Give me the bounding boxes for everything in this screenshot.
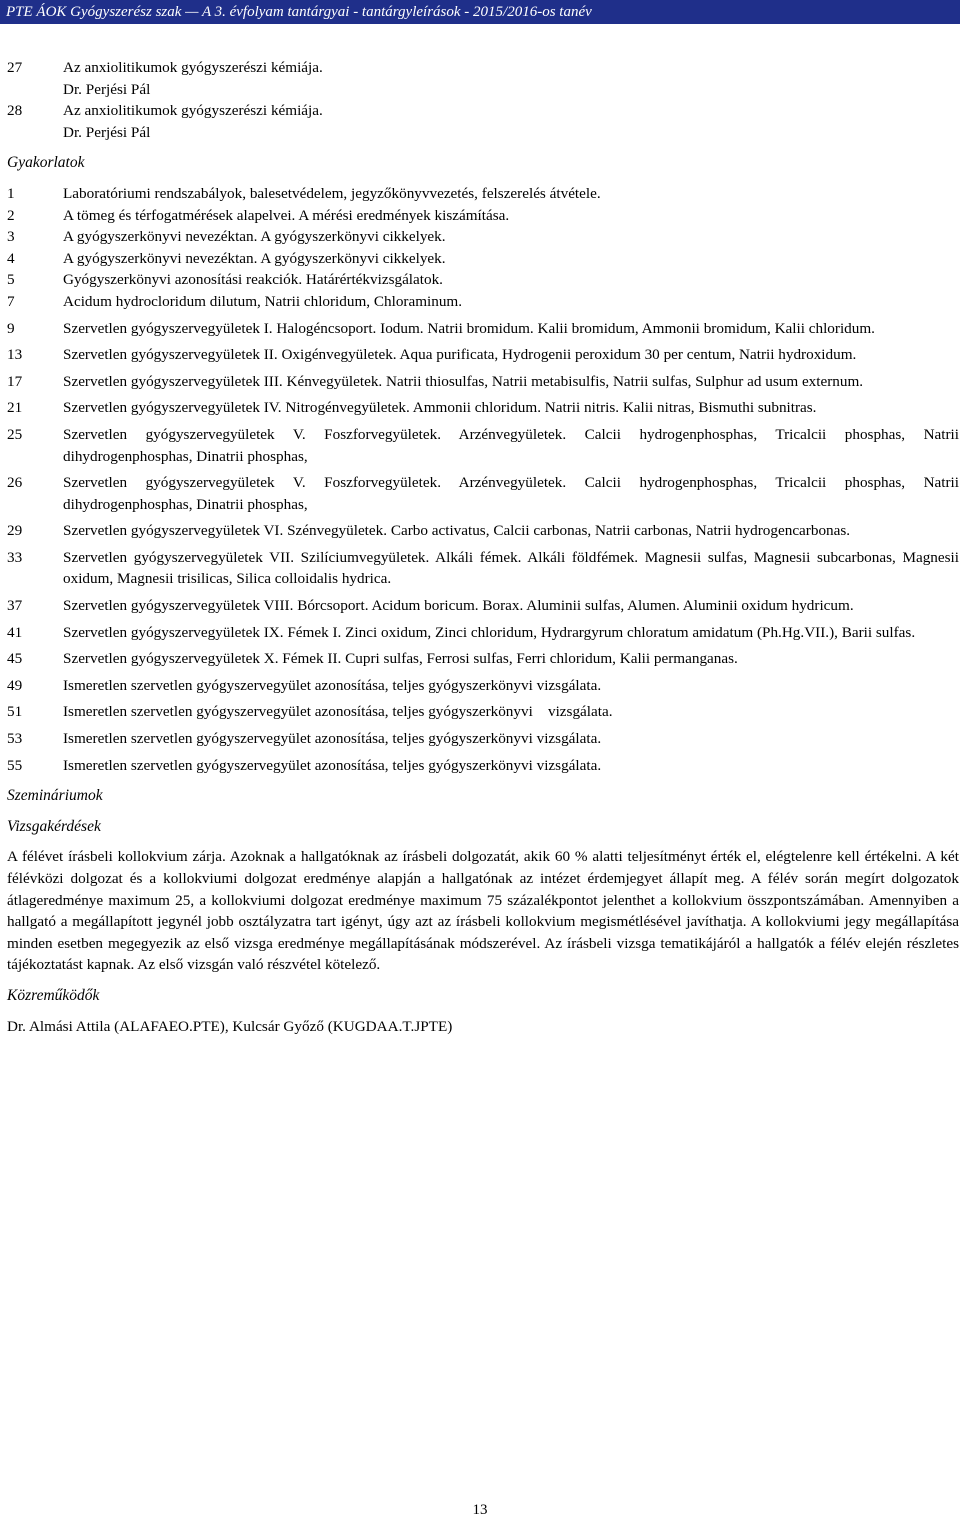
item-number: 33 — [7, 548, 23, 566]
document-body — [7, 57, 959, 1037]
item-number: 29 — [7, 522, 23, 540]
item-number: 55 — [7, 756, 23, 774]
section-heading-practice: Gyakorlatok — [7, 154, 85, 172]
item-text: Ismeretlen szervetlen gyógyszervegyület azonosítása, teljes gyógyszerkönyvi vizsgálata. — [63, 676, 602, 694]
page-header: PTE ÁOK Gyógyszerész szak — A 3. évfolyam tantárgyai - tantárgyleírások - 2015/2016-os tanév — [0, 0, 960, 24]
item-number: 21 — [7, 399, 23, 417]
list-item — [7, 520, 959, 542]
item-number: 17 — [7, 372, 23, 390]
lecture-list — [7, 57, 959, 143]
item-number: 25 — [7, 425, 23, 443]
section-heading-contributors: Közreműködők — [7, 986, 100, 1004]
item-text: Szervetlen gyógyszervegyületek V. Foszforvegyületek. Arzénvegyületek. Calcii hydrogenphosphas, Tricalcii phosphas, Natrii dihydrogenphosphas, Dinatrii phosphas, — [63, 474, 959, 513]
item-text: Szervetlen gyógyszervegyületek VII. Szilíciumvegyületek. Alkáli fémek. Alkáli földfémek. Magnesii sulfas, Magnesii subcarbonas, Magnesii oxidum, Magnesii trisilicas, Silica colloidalis hydrica. — [63, 548, 959, 588]
list-item — [7, 248, 959, 270]
list-item — [7, 424, 959, 467]
list-item — [7, 472, 959, 515]
item-number: 4 — [7, 249, 15, 267]
practice-list — [7, 183, 959, 776]
item-text: Szervetlen gyógyszervegyületek III. Kénvegyületek. Natrii thiosulfas, Natrii metabisulfis, Natrii sulfas, Sulphur ad usum externum. — [63, 372, 864, 390]
item-text: Szervetlen gyógyszervegyületek X. Fémek II. Cupri sulfas, Ferrosi sulfas, Ferri chloridum, Kalii permanganas. — [63, 650, 738, 668]
item-text: Dr. Perjési Pál — [63, 80, 151, 98]
item-text: A gyógyszerkönyvi nevezéktan. A gyógyszerkönyvi cikkelyek. — [63, 249, 446, 267]
item-text: Szervetlen gyógyszervegyületek I. Halogéncsoport. Iodum. Natrii bromidum. Kalii bromidum, Ammonii bromidum, Kalii chloridum. — [63, 319, 875, 337]
list-item — [7, 344, 959, 366]
list-item — [7, 755, 959, 777]
section-heading-seminars: Szemináriumok — [7, 787, 103, 805]
item-text: Az anxiolitikumok gyógyszerészi kémiája. — [63, 102, 323, 120]
list-item — [7, 291, 959, 313]
item-text: Gyógyszerkönyvi azonosítási reakciók. Határértékvizsgálatok. — [63, 271, 443, 289]
list-item — [7, 122, 959, 144]
item-text: Szervetlen gyógyszervegyületek IX. Fémek I. Zinci oxidum, Zinci chloridum, Hydrargyrum chloratum amidatum (Ph.Hg.VII.), Barii sulfas. — [63, 623, 916, 641]
item-number — [7, 122, 63, 144]
list-item — [7, 205, 959, 227]
item-number: 41 — [7, 623, 23, 641]
item-number — [7, 79, 63, 101]
item-number: 5 — [7, 271, 15, 289]
list-item — [7, 269, 959, 291]
list-item — [7, 595, 959, 617]
item-text: A tömeg és térfogatmérések alapelvei. A mérési eredmények kiszámítása. — [63, 206, 510, 224]
item-text: Laboratóriumi rendszabályok, balesetvédelem, jegyzőkönyvvezetés, felszerelés átvétele. — [63, 184, 601, 202]
list-item — [7, 57, 959, 79]
item-number: 45 — [7, 650, 23, 668]
list-item — [7, 675, 959, 697]
list-item — [7, 183, 959, 205]
item-text: Ismeretlen szervetlen gyógyszervegyület azonosítása, teljes gyógyszerkönyvi vizsgálata. — [63, 730, 602, 748]
item-text: Acidum hydrocloridum dilutum, Natrii chloridum, Chloraminum. — [63, 292, 463, 310]
list-item — [7, 648, 959, 670]
item-number: 37 — [7, 597, 23, 615]
item-number: 3 — [7, 228, 15, 246]
list-item — [7, 79, 959, 101]
item-text: Ismeretlen szervetlen gyógyszervegyület azonosítása, teljes gyógyszerkönyvi vizsgálata. — [63, 756, 602, 774]
item-number: 51 — [7, 703, 23, 721]
item-number: 9 — [7, 319, 15, 337]
item-number: 26 — [7, 474, 23, 492]
list-item — [7, 100, 959, 122]
list-item — [7, 547, 959, 590]
list-item — [7, 397, 959, 419]
item-text: Szervetlen gyógyszervegyületek IV. Nitrogénvegyületek. Ammonii chloridum. Natrii nitris. Kalii nitras, Bismuthi subnitras. — [63, 399, 817, 417]
page-number: 13 — [472, 1502, 488, 1518]
item-number: 27 — [7, 59, 23, 76]
list-item — [7, 318, 959, 340]
item-text: Ismeretlen szervetlen gyógyszervegyület azonosítása, teljes gyógyszerkönyvi vizsgálata. — [63, 703, 613, 721]
list-item — [7, 226, 959, 248]
contributors-text: Dr. Almási Attila (ALAFAEO.PTE), Kulcsár Győző (KUGDAA.T.JPTE) — [7, 1017, 453, 1035]
list-item — [7, 371, 959, 393]
item-number: 2 — [7, 206, 15, 224]
list-item — [7, 701, 959, 723]
item-number: 49 — [7, 676, 23, 694]
item-text: Az anxiolitikumok gyógyszerészi kémiája. — [63, 59, 323, 76]
item-text: Szervetlen gyógyszervegyületek V. Foszforvegyületek. Arzénvegyületek. Calcii hydrogenphosphas, Tricalcii phosphas, Natrii dihydrogenphosphas, Dinatrii phosphas, — [63, 425, 959, 465]
item-number: 1 — [7, 184, 15, 202]
item-number: 13 — [7, 346, 23, 364]
section-heading-exam-questions: Vizsgakérdések — [7, 817, 101, 835]
list-item — [7, 622, 959, 644]
item-text: Szervetlen gyógyszervegyületek VI. Szénvegyületek. Carbo activatus, Calcii carbonas, Natrii carbonas, Natrii hydrogencarbonas. — [63, 522, 851, 540]
item-number: 7 — [7, 292, 15, 310]
item-text: A gyógyszerkönyvi nevezéktan. A gyógyszerkönyvi cikkelyek. — [63, 228, 446, 246]
item-text: Szervetlen gyógyszervegyületek II. Oxigénvegyületek. Aqua purificata, Hydrogenii peroxidum 30 per centum, Natrii hydroxidum. — [63, 346, 857, 364]
exam-paragraph: A félévet írásbeli kollokvium zárja. Azoknak a hallgatóknak az írásbeli dolgozatát, akik 60 % alatti teljesítményt érték el, elégtelenre kell értékelni. A két félévközi dolgozat és a kollokviumi dolgozat eredménye alapján a hallgatónak az intézet érdemjegyet állapít meg. A félév során megírt dolgozatok átlageredménye maximum 25, a kollokviumi dolgozat eredménye maximum 75 százalékpontot jelenthet a kollokvium összpontszámában. Amennyiben a hallgató a megállapított jegynél jobb osztályzatra tart igényt, úgy azt az írásbeli kollokvium megismétlésével javíthatja. A kollokviumi jegy megállapítása minden esetben megegyezik az első vizsga eredménye megállapításának módszerével. Az írásbeli vizsga tematikájáról a hallgatók a félév elején részletes tájékoztatást kapnak. Az első vizsgán való részvétel kötelező. — [7, 848, 959, 974]
list-item — [7, 728, 959, 750]
item-text: Szervetlen gyógyszervegyületek VIII. Bórcsoport. Acidum boricum. Borax. Aluminii sulfas, Alumen. Aluminii oxidum hydricum. — [63, 597, 854, 615]
item-number: 53 — [7, 730, 23, 748]
item-number: 28 — [7, 102, 23, 120]
item-text: Dr. Perjési Pál — [63, 123, 151, 141]
